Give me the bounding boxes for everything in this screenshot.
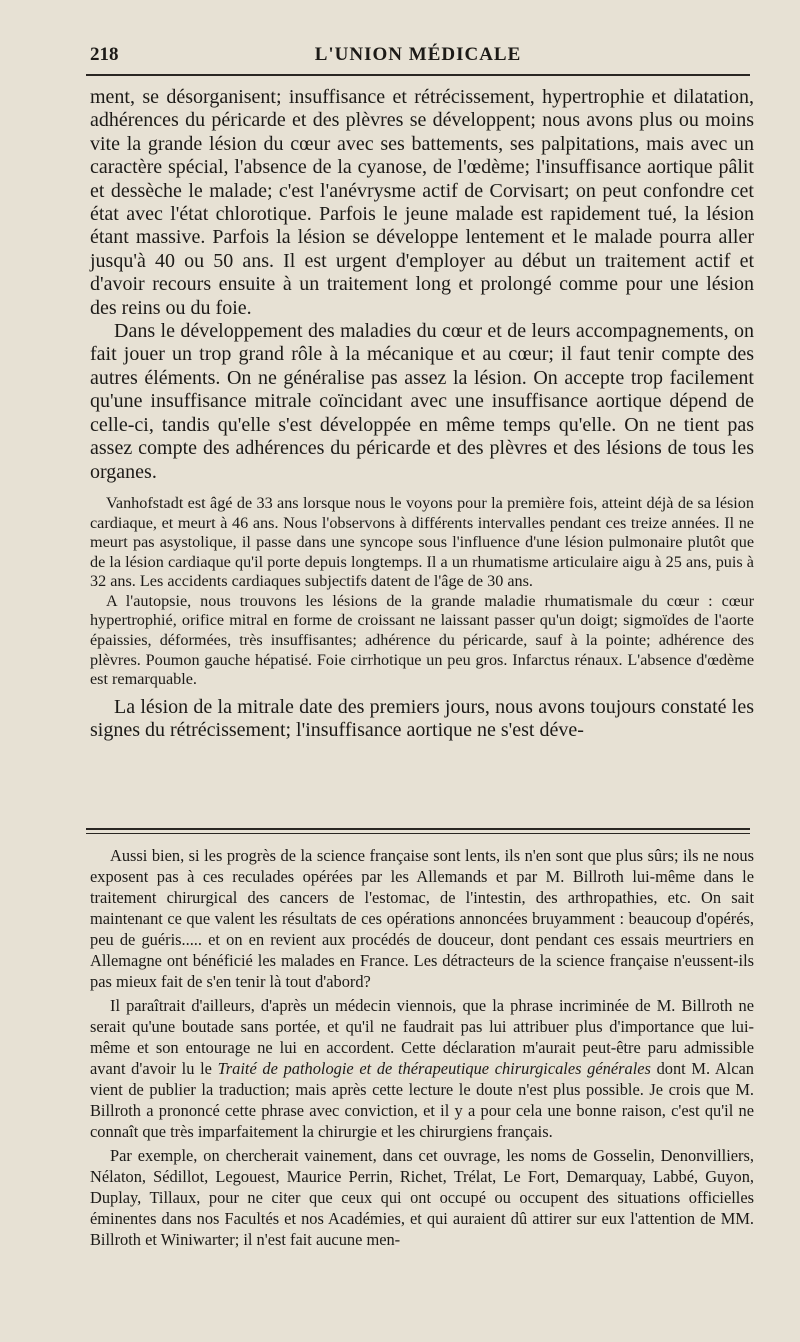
feuilleton-rule — [86, 828, 750, 830]
case-paragraph: Vanhofstadt est âgé de 33 ans lorsque nous le voyons pour la première fois, atteint déjà de sa lésion cardiaque, et meurt à 46 ans. Nous l'observons à différents intervalles pendant ces treize années. Il ne meurt pas asystolique, il passe dans une syncope sous l'influence d'une lésion pulmonaire plutôt que de la lésion cardiaque qu'il porte depuis longtemps. Il a un rhumatisme articulaire aigu à 25 ans, puis à 32 ans. Les accidents cardiaques subjectifs datent de l'âge de 30 ans. — [90, 493, 754, 591]
journal-title: L'UNION MÉDICALE — [314, 44, 522, 65]
feuilleton-section — [90, 845, 754, 1253]
article-body — [90, 86, 754, 743]
feuilleton-rule-thin — [86, 833, 750, 834]
feuilleton-paragraph — [90, 995, 754, 1142]
feuilleton-paragraph: Par exemple, on chercherait vainement, dans cet ouvrage, les noms de Gosselin, Denonvilliers, Nélaton, Sédillot, Legouest, Maurice Perrin, Richet, Trélat, Le Fort, Demarquay, Labbé, Guyon, Duplay, Tillaux, pour ne citer que ceux qui ont occupé ou occupent des situations officielles éminentes dans nos Facultés et nos Académies, et qui auraient dû attirer sur eux l'attention de MM. Billroth et Winiwarter; il n'est fait aucune men- — [90, 1146, 754, 1249]
continuation-text — [90, 696, 754, 743]
body-paragraph: Dans le développement des maladies du cœur et de leurs accompagnements, on fait jouer un trop grand rôle à la mécanique et au cœur; il faut tenir compte des autres éléments. On ne généralise pas assez la lésion. On accepte trop facilement qu'une insuffisance mitrale coïncidant avec une insuffisance aortique dépend de celle-ci, tandis qu'elle s'est développée en même temps qu'elle. On ne tient pas assez compte des adhérences du péricarde et des plèvres et des lésions de tous les organes. — [90, 320, 754, 483]
page-header — [86, 38, 750, 74]
body-paragraph: ment, se désorganisent; insuffisance et rétrécissement, hypertrophie et dilatation, adhérences du péricarde et des plèvres se développent; nous avons plus ou moins vite la grande lésion du cœur avec ses battements, ses palpitations, mais avec un caractère spécial, l'absence de la cyanose, de l'œdème; l'insuffisance aortique pâlit et dessèche le malade; c'est l'anévrysme actif de Corvisart; on peut confondre cet état avec l'état chlorotique. Parfois le jeune malade est rapidement tué, la lésion étant massive. Parfois la lésion se développe lentement et le malade pourra aller jusqu'à 40 ou 50 ans. Il est urgent d'employer au début un traitement actif et d'avoir recours ensuite à un traitement long et prolongé comme pour une lésion des reins ou du foie. — [90, 86, 754, 319]
header-rule — [86, 74, 750, 76]
case-paragraph: A l'autopsie, nous trouvons les lésions de la grande maladie rhumatismale du cœur : cœur hypertrophié, orifice mitral en forme de croissant ne laissant passer qu'un doigt; sigmoïdes de l'aorte épaissies, déformées, très insuffisantes; adhérence du péricarde, sauf à la pointe; adhérence des plèvres. Poumon gauche hépatisé. Foie cirrhotique un peu gros. Infarctus rénaux. L'absence d'œdème est remarquable. — [90, 591, 754, 689]
feuilleton-text: Il paraîtrait d'ailleurs, d'après un médecin viennois, que la phrase incriminée de M. Billroth ne serait qu'une boutade sans portée, et qu'il ne faudrait pas lui attribuer plus d'importance que lui-même et son entourage ne lui en accordent. Cette déclaration m'aurait peut-être paru admissible avant d'avoir lu le — [90, 996, 754, 1078]
body-paragraph: La lésion de la mitrale date des premiers jours, nous avons toujours constaté les signes du rétrécissement; l'insuffisance aortique ne s'est déve- — [90, 695, 754, 742]
feuilleton-paragraph: Aussi bien, si les progrès de la science française sont lents, ils n'en sont que plus sûrs; ils ne nous exposent pas à ces reculades opérées par les Allemands et par M. Billroth lui-même dans le traitement chirurgical des cancers de l'estomac, de l'intestin, des arthropathies, etc. On sait maintenant ce que valent les résultats de ces opérations annoncées bruyamment : beaucoup d'opérés, peu de guéris..... et on en revient aux procédés de douceur, dont pendant ces essais meurtriers en Allemagne ont bénéficié les malades en France. Les détracteurs de la science française n'eussent-ils pas mieux fait de s'en tenir là tout d'abord? — [90, 846, 754, 991]
book-title: Traité de pathologie et de thérapeutique chirurgicales générales — [217, 1059, 651, 1078]
feuilleton-text: dont M. Alcan vient de publier la traduction; mais après cette lecture le doute n'est plus possible. Je crois que M. Billroth a prononcé cette phrase avec conviction, et il y a pour cela une bonne raison, c'est qu'il ne connaît que très imparfaitement la chirurgie et les chirurgiens français. — [90, 1059, 754, 1141]
page-number: 218 — [90, 44, 119, 65]
case-report — [90, 494, 754, 690]
main-text — [90, 86, 754, 484]
